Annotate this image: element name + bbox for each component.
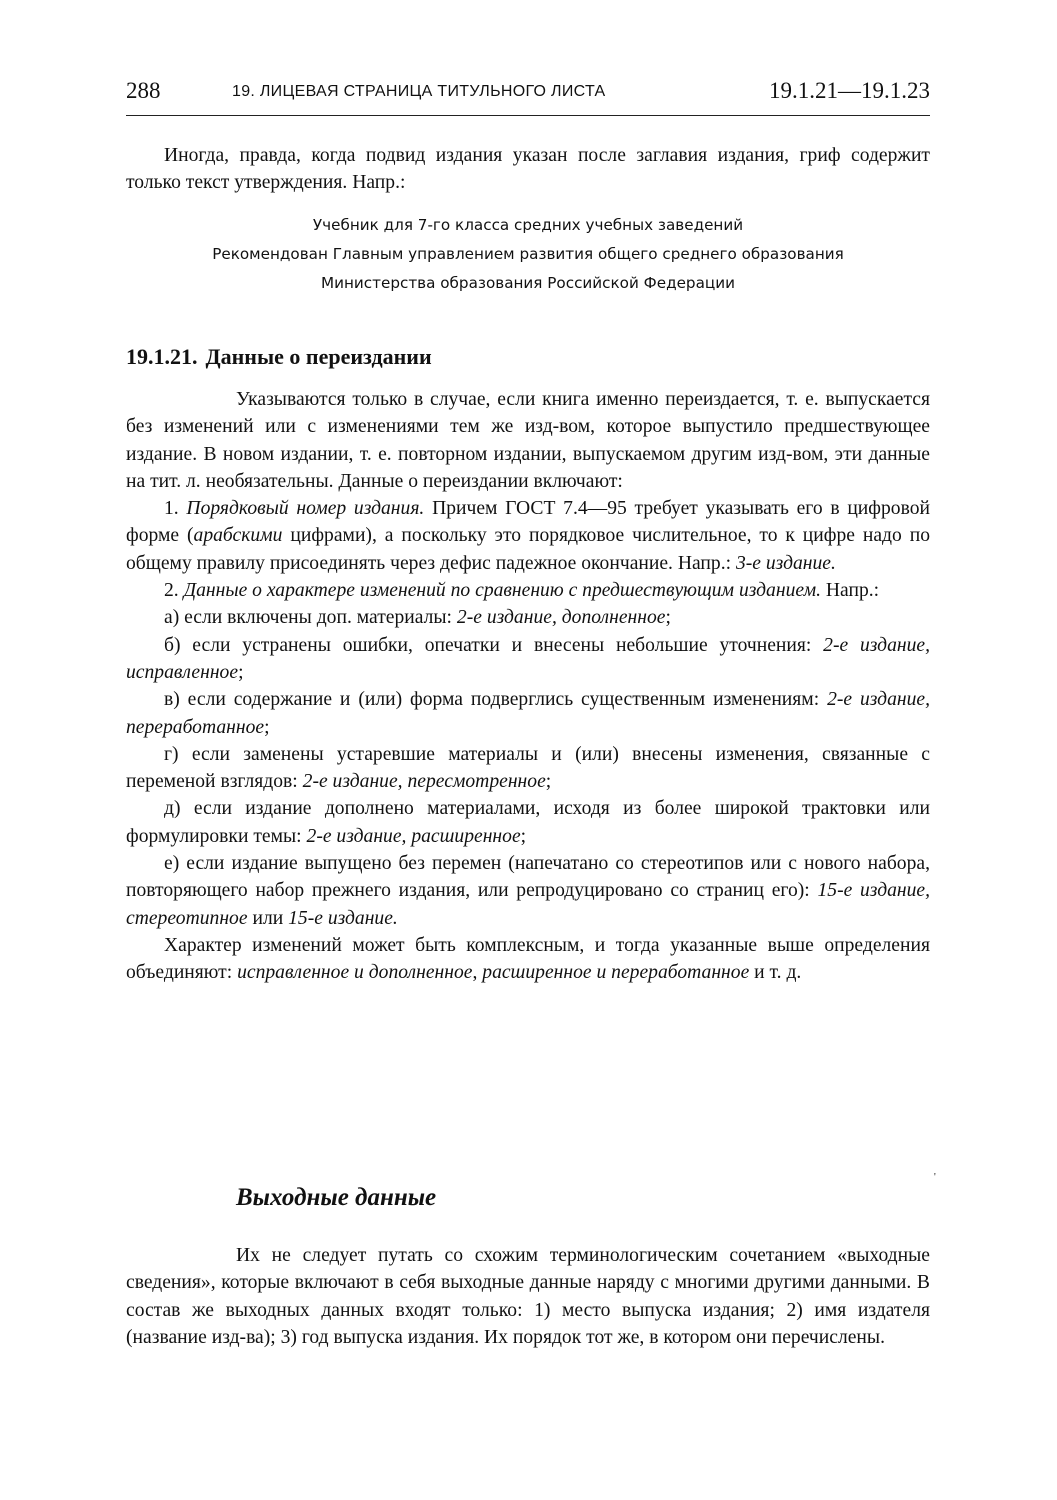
approval-sample [126,211,930,298]
section-range: 19.1.21—19.1.23 [769,78,930,103]
item-1-title: Порядковый номер издания. [186,498,425,520]
output-data-paragraph: Их не следует путать со схожим терминологическим сочетанием «выходные сведения», которые включают в себя выходные данные наряду с многими другими данными. В состав же выходных данных входят только: 1) место выпуска издания; 2) имя издателя (название изд-ва); 3) год выпуска издания. Их порядок тот же, в котором они перечислены. [126,1245,930,1348]
subitem-a: а) если включены доп. материалы: 2-е издание, дополненное; [164,607,671,629]
subitem-d: г) если заменены устаревшие материалы и (или) внесены изменения, связанные с переменой взглядов: 2-е издание, пересмотренное; [126,743,930,793]
subitem-f: е) если издание выпущено без перемен (напечатано со стереотипов или с нового набора, повторяющего набор прежнего издания, или репродуцировано со страниц его): 15-е издание, стереотипное или 15-е издание. [126,853,931,929]
intro-paragraph [126,142,930,197]
running-title: 19. ЛИЦЕВАЯ СТРАНИЦА ТИТУЛЬНОГО ЛИСТА [232,83,606,100]
subitem-c: в) если содержание и (или) форма подверглись существенным изменениям: 2-е издание, переработанное; [126,689,930,738]
subitem-b: б) если устранены ошибки, опечатки и внесены небольшие уточнения: 2-е издание, исправленное; [126,634,931,683]
header-rule [126,115,930,116]
running-head [126,78,930,112]
section-number: 19.1.21. [126,344,198,369]
item-2: 2. Данные о характере изменений по сравнению с предшествующим изданием. Напр.: [164,580,880,602]
item-1: 1. Порядковый номер издания. Причем ГОСТ 7.4—95 требует указывать его в цифровой форме (арабскими цифрами), а поскольку это порядковое числительное, то к цифре надо по общему правилу присоединять через дефис падежное окончание. Напр.: 3-е издание. [126,498,931,574]
subitem-e: д) если издание дополнено материалами, исходя из более широкой трактовки или формулировки темы: 2-е издание, расширенное; [126,798,930,847]
section-title: Данные о переиздании [205,344,432,369]
sample-line: Министерства образования Российской Федерации [321,274,735,292]
output-data-body [126,1242,930,1351]
section-body [126,386,930,987]
item-2-title: Данные о характере изменений по сравнению с предшествующим изданием. [183,580,821,602]
reissue-paragraph: Указываются только в случае, если книга именно переиздается, т. е. выпускается без изменений или с изменениями тем же изд-вом, которое выпустило предшествующее издание. В новом издании, т. е. повторном издании, выпускаемом другим изд-вом, эти данные на тит. л. необязательны. Данные о переиздании включают: [126,389,930,492]
intro-text: Иногда, правда, когда подвид издания указан после заглавия издания, гриф содержит только текст утверждения. Напр.: [126,145,930,194]
stray-mark: ' [934,1172,936,1183]
sample-line: Рекомендован Главным управлением развития общего среднего образования [212,245,844,263]
subheading-output-data: Выходные данные [236,1184,437,1211]
section-heading [126,344,432,370]
combined-paragraph: Характер изменений может быть комплексным, и тогда указанные выше определения объединяют: исправленное и дополненное, расширенное и переработанное и т. д. [126,934,930,984]
page-number: 288 [126,78,161,103]
sample-line: Учебник для 7-го класса средних учебных заведений [312,216,744,234]
